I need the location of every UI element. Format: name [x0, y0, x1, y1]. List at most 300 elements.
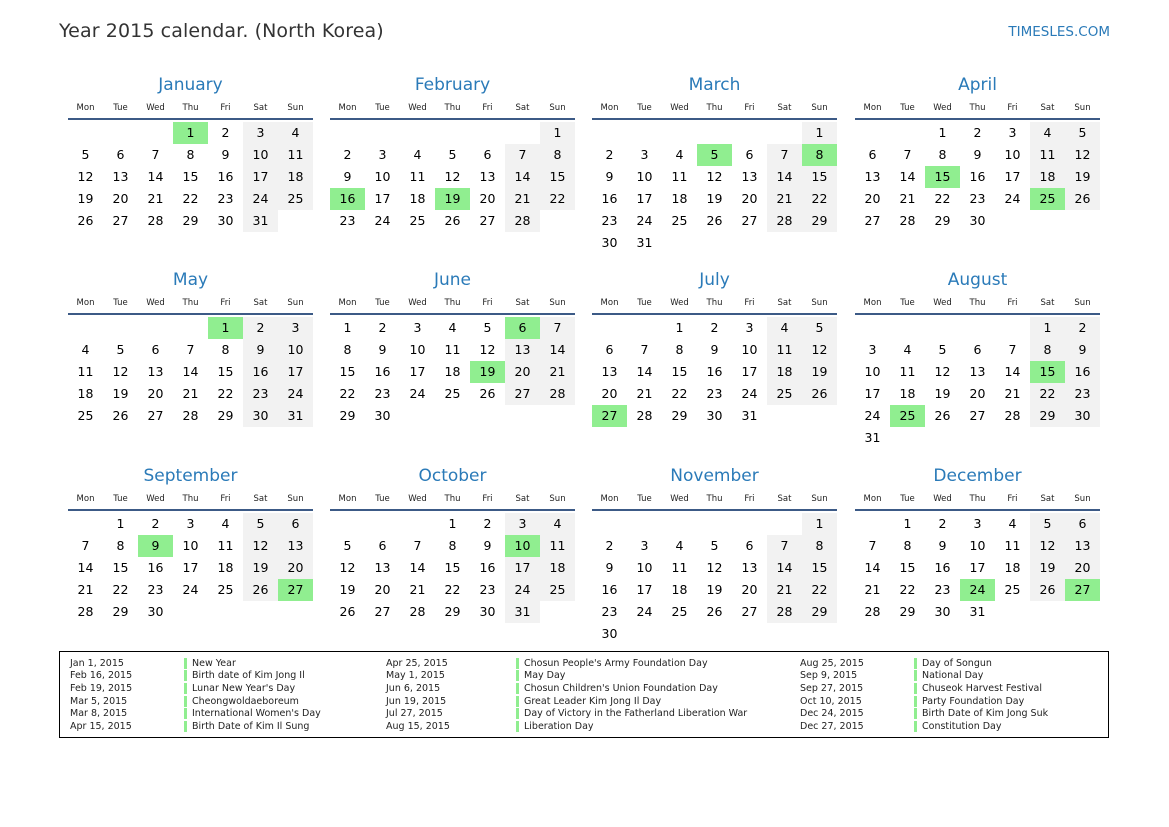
day-cell[interactable]: 20 — [864, 191, 881, 206]
day-cell[interactable]: 4 — [675, 147, 684, 162]
day-cell[interactable]: 1 — [540, 122, 575, 144]
day-cell[interactable]: 9 — [605, 169, 614, 184]
day-cell[interactable]: 15 — [217, 364, 234, 379]
day-cell[interactable]: 2 — [483, 516, 492, 531]
day-cell[interactable]: 9 — [343, 169, 352, 184]
day-cell[interactable]: 7 — [868, 538, 877, 553]
day-cell[interactable]: 26 — [77, 213, 94, 228]
day-cell[interactable]: 20 — [278, 557, 313, 579]
day-cell[interactable]: 7 — [413, 538, 422, 553]
day-cell[interactable]: 3 — [505, 513, 540, 535]
day-cell[interactable]: 16 — [374, 364, 391, 379]
day-cell[interactable]: 18 — [767, 361, 802, 383]
day-cell[interactable]: 16 — [1065, 361, 1100, 383]
day-cell[interactable]: 13 — [741, 169, 758, 184]
day-cell[interactable]: 2 — [343, 147, 352, 162]
day-cell[interactable]: 12 — [339, 560, 356, 575]
holiday-day-cell[interactable]: 1 — [173, 122, 208, 144]
day-cell[interactable]: 15 — [182, 169, 199, 184]
day-cell[interactable]: 3 — [278, 317, 313, 339]
day-cell[interactable]: 11 — [899, 364, 916, 379]
site-link[interactable]: TIMESLES.COM — [1008, 24, 1110, 40]
day-cell[interactable]: 31 — [969, 604, 986, 619]
day-cell[interactable]: 27 — [112, 213, 129, 228]
day-cell[interactable]: 6 — [151, 342, 160, 357]
day-cell[interactable]: 1 — [938, 125, 947, 140]
day-cell[interactable]: 10 — [864, 364, 881, 379]
day-cell[interactable]: 14 — [864, 560, 881, 575]
day-cell[interactable]: 2 — [605, 147, 614, 162]
day-cell[interactable]: 19 — [243, 557, 278, 579]
day-cell[interactable]: 23 — [374, 386, 391, 401]
day-cell[interactable]: 26 — [802, 383, 837, 405]
day-cell[interactable]: 27 — [479, 213, 496, 228]
day-cell[interactable]: 3 — [1008, 125, 1017, 140]
day-cell[interactable]: 10 — [1004, 147, 1021, 162]
day-cell[interactable]: 13 — [374, 560, 391, 575]
day-cell[interactable]: 21 — [899, 191, 916, 206]
holiday-day-cell[interactable]: 6 — [505, 317, 540, 339]
day-cell[interactable]: 7 — [767, 144, 802, 166]
day-cell[interactable]: 19 — [934, 386, 951, 401]
day-cell[interactable]: 18 — [1004, 560, 1021, 575]
day-cell[interactable]: 24 — [636, 213, 653, 228]
day-cell[interactable]: 4 — [221, 516, 230, 531]
day-cell[interactable]: 9 — [483, 538, 492, 553]
day-cell[interactable]: 2 — [710, 320, 719, 335]
day-cell[interactable]: 24 — [374, 213, 391, 228]
day-cell[interactable]: 22 — [802, 188, 837, 210]
day-cell[interactable]: 8 — [540, 144, 575, 166]
day-cell[interactable]: 27 — [864, 213, 881, 228]
day-cell[interactable]: 20 — [741, 191, 758, 206]
day-cell[interactable]: 12 — [1065, 144, 1100, 166]
day-cell[interactable]: 4 — [413, 147, 422, 162]
day-cell[interactable]: 29 — [802, 210, 837, 232]
day-cell[interactable]: 3 — [868, 342, 877, 357]
day-cell[interactable]: 2 — [973, 125, 982, 140]
day-cell[interactable]: 22 — [444, 582, 461, 597]
day-cell[interactable]: 27 — [147, 408, 164, 423]
day-cell[interactable]: 19 — [802, 361, 837, 383]
day-cell[interactable]: 16 — [243, 361, 278, 383]
day-cell[interactable]: 12 — [934, 364, 951, 379]
day-cell[interactable]: 3 — [378, 147, 387, 162]
day-cell[interactable]: 30 — [706, 408, 723, 423]
day-cell[interactable]: 13 — [1065, 535, 1100, 557]
day-cell[interactable]: 22 — [899, 582, 916, 597]
day-cell[interactable]: 9 — [973, 147, 982, 162]
day-cell[interactable]: 28 — [77, 604, 94, 619]
day-cell[interactable]: 24 — [636, 604, 653, 619]
day-cell[interactable]: 11 — [767, 339, 802, 361]
day-cell[interactable]: 18 — [278, 166, 313, 188]
day-cell[interactable]: 28 — [767, 601, 802, 623]
day-cell[interactable]: 2 — [243, 317, 278, 339]
day-cell[interactable]: 15 — [802, 557, 837, 579]
day-cell[interactable]: 1 — [802, 122, 837, 144]
day-cell[interactable]: 14 — [767, 557, 802, 579]
day-cell[interactable]: 23 — [243, 383, 278, 405]
day-cell[interactable]: 10 — [243, 144, 278, 166]
holiday-day-cell[interactable]: 15 — [1030, 361, 1065, 383]
day-cell[interactable]: 23 — [706, 386, 723, 401]
day-cell[interactable]: 26 — [1030, 579, 1065, 601]
day-cell[interactable]: 25 — [671, 213, 688, 228]
day-cell[interactable]: 17 — [1004, 169, 1021, 184]
holiday-day-cell[interactable]: 16 — [330, 188, 365, 210]
day-cell[interactable]: 14 — [899, 169, 916, 184]
day-cell[interactable]: 11 — [671, 169, 688, 184]
day-cell[interactable]: 23 — [339, 213, 356, 228]
day-cell[interactable]: 5 — [938, 342, 947, 357]
day-cell[interactable]: 16 — [601, 582, 618, 597]
holiday-day-cell[interactable]: 27 — [278, 579, 313, 601]
day-cell[interactable]: 10 — [182, 538, 199, 553]
day-cell[interactable]: 17 — [636, 191, 653, 206]
day-cell[interactable]: 2 — [221, 125, 230, 140]
day-cell[interactable]: 14 — [767, 166, 802, 188]
day-cell[interactable]: 24 — [741, 386, 758, 401]
day-cell[interactable]: 14 — [505, 166, 540, 188]
day-cell[interactable]: 20 — [505, 361, 540, 383]
day-cell[interactable]: 30 — [217, 213, 234, 228]
day-cell[interactable]: 12 — [444, 169, 461, 184]
day-cell[interactable]: 14 — [182, 364, 199, 379]
day-cell[interactable]: 13 — [278, 535, 313, 557]
day-cell[interactable]: 9 — [1065, 339, 1100, 361]
day-cell[interactable]: 21 — [505, 188, 540, 210]
day-cell[interactable]: 6 — [278, 513, 313, 535]
day-cell[interactable]: 29 — [217, 408, 234, 423]
day-cell[interactable]: 26 — [706, 213, 723, 228]
day-cell[interactable]: 1 — [903, 516, 912, 531]
day-cell[interactable]: 24 — [409, 386, 426, 401]
day-cell[interactable]: 28 — [767, 210, 802, 232]
day-cell[interactable]: 21 — [636, 386, 653, 401]
day-cell[interactable]: 5 — [710, 538, 719, 553]
day-cell[interactable]: 6 — [483, 147, 492, 162]
day-cell[interactable]: 18 — [409, 191, 426, 206]
day-cell[interactable]: 6 — [116, 147, 125, 162]
day-cell[interactable]: 29 — [182, 213, 199, 228]
day-cell[interactable]: 5 — [1030, 513, 1065, 535]
day-cell[interactable]: 20 — [741, 582, 758, 597]
day-cell[interactable]: 25 — [217, 582, 234, 597]
day-cell[interactable]: 2 — [605, 538, 614, 553]
day-cell[interactable]: 3 — [186, 516, 195, 531]
day-cell[interactable]: 20 — [147, 386, 164, 401]
day-cell[interactable]: 15 — [339, 364, 356, 379]
day-cell[interactable]: 23 — [934, 582, 951, 597]
day-cell[interactable]: 8 — [448, 538, 457, 553]
day-cell[interactable]: 25 — [1004, 582, 1021, 597]
holiday-day-cell[interactable]: 25 — [890, 405, 925, 427]
day-cell[interactable]: 13 — [112, 169, 129, 184]
day-cell[interactable]: 6 — [605, 342, 614, 357]
day-cell[interactable]: 29 — [1030, 405, 1065, 427]
day-cell[interactable]: 20 — [969, 386, 986, 401]
day-cell[interactable]: 24 — [1004, 191, 1021, 206]
day-cell[interactable]: 7 — [1008, 342, 1017, 357]
day-cell[interactable]: 17 — [969, 560, 986, 575]
day-cell[interactable]: 27 — [374, 604, 391, 619]
day-cell[interactable]: 26 — [934, 408, 951, 423]
day-cell[interactable]: 16 — [147, 560, 164, 575]
day-cell[interactable]: 12 — [112, 364, 129, 379]
day-cell[interactable]: 5 — [343, 538, 352, 553]
day-cell[interactable]: 18 — [217, 560, 234, 575]
day-cell[interactable]: 10 — [741, 342, 758, 357]
day-cell[interactable]: 27 — [969, 408, 986, 423]
holiday-day-cell[interactable]: 27 — [1065, 579, 1100, 601]
day-cell[interactable]: 23 — [969, 191, 986, 206]
day-cell[interactable]: 19 — [1030, 557, 1065, 579]
day-cell[interactable]: 31 — [636, 235, 653, 250]
day-cell[interactable]: 7 — [903, 147, 912, 162]
day-cell[interactable]: 22 — [934, 191, 951, 206]
day-cell[interactable]: 5 — [802, 317, 837, 339]
holiday-day-cell[interactable]: 19 — [435, 188, 470, 210]
day-cell[interactable]: 3 — [640, 147, 649, 162]
day-cell[interactable]: 28 — [899, 213, 916, 228]
day-cell[interactable]: 16 — [934, 560, 951, 575]
day-cell[interactable]: 9 — [710, 342, 719, 357]
day-cell[interactable]: 18 — [1030, 166, 1065, 188]
day-cell[interactable]: 22 — [339, 386, 356, 401]
day-cell[interactable]: 21 — [864, 582, 881, 597]
day-cell[interactable]: 26 — [706, 604, 723, 619]
day-cell[interactable]: 2 — [938, 516, 947, 531]
day-cell[interactable]: 20 — [374, 582, 391, 597]
day-cell[interactable]: 1 — [802, 513, 837, 535]
day-cell[interactable]: 3 — [973, 516, 982, 531]
day-cell[interactable]: 7 — [640, 342, 649, 357]
day-cell[interactable]: 28 — [864, 604, 881, 619]
day-cell[interactable]: 22 — [112, 582, 129, 597]
day-cell[interactable]: 10 — [636, 560, 653, 575]
day-cell[interactable]: 11 — [444, 342, 461, 357]
day-cell[interactable]: 22 — [1030, 383, 1065, 405]
day-cell[interactable]: 14 — [636, 364, 653, 379]
day-cell[interactable]: 5 — [483, 320, 492, 335]
day-cell[interactable]: 12 — [243, 535, 278, 557]
day-cell[interactable]: 6 — [1065, 513, 1100, 535]
holiday-day-cell[interactable]: 10 — [505, 535, 540, 557]
day-cell[interactable]: 29 — [671, 408, 688, 423]
day-cell[interactable]: 4 — [81, 342, 90, 357]
day-cell[interactable]: 31 — [278, 405, 313, 427]
day-cell[interactable]: 1 — [675, 320, 684, 335]
day-cell[interactable]: 26 — [444, 213, 461, 228]
day-cell[interactable]: 19 — [77, 191, 94, 206]
day-cell[interactable]: 7 — [186, 342, 195, 357]
day-cell[interactable]: 11 — [77, 364, 94, 379]
day-cell[interactable]: 13 — [864, 169, 881, 184]
day-cell[interactable]: 22 — [182, 191, 199, 206]
day-cell[interactable]: 12 — [77, 169, 94, 184]
day-cell[interactable]: 30 — [934, 604, 951, 619]
day-cell[interactable]: 23 — [1065, 383, 1100, 405]
day-cell[interactable]: 4 — [1030, 122, 1065, 144]
day-cell[interactable]: 15 — [899, 560, 916, 575]
day-cell[interactable]: 26 — [112, 408, 129, 423]
day-cell[interactable]: 26 — [339, 604, 356, 619]
day-cell[interactable]: 6 — [378, 538, 387, 553]
day-cell[interactable]: 31 — [741, 408, 758, 423]
day-cell[interactable]: 21 — [767, 579, 802, 601]
day-cell[interactable]: 3 — [413, 320, 422, 335]
day-cell[interactable]: 10 — [969, 538, 986, 553]
day-cell[interactable]: 18 — [671, 582, 688, 597]
day-cell[interactable]: 1 — [1030, 317, 1065, 339]
day-cell[interactable]: 7 — [505, 144, 540, 166]
day-cell[interactable]: 7 — [81, 538, 90, 553]
day-cell[interactable]: 24 — [278, 383, 313, 405]
day-cell[interactable]: 15 — [802, 166, 837, 188]
day-cell[interactable]: 29 — [899, 604, 916, 619]
day-cell[interactable]: 20 — [1065, 557, 1100, 579]
holiday-day-cell[interactable]: 24 — [960, 579, 995, 601]
day-cell[interactable]: 25 — [540, 579, 575, 601]
day-cell[interactable]: 13 — [505, 339, 540, 361]
day-cell[interactable]: 7 — [151, 147, 160, 162]
day-cell[interactable]: 24 — [182, 582, 199, 597]
day-cell[interactable]: 13 — [969, 364, 986, 379]
day-cell[interactable]: 13 — [147, 364, 164, 379]
day-cell[interactable]: 1 — [343, 320, 352, 335]
day-cell[interactable]: 24 — [505, 579, 540, 601]
day-cell[interactable]: 11 — [1004, 538, 1021, 553]
day-cell[interactable]: 17 — [243, 166, 278, 188]
day-cell[interactable]: 16 — [969, 169, 986, 184]
day-cell[interactable]: 18 — [899, 386, 916, 401]
day-cell[interactable]: 13 — [479, 169, 496, 184]
day-cell[interactable]: 11 — [278, 144, 313, 166]
day-cell[interactable]: 17 — [409, 364, 426, 379]
holiday-day-cell[interactable]: 15 — [925, 166, 960, 188]
day-cell[interactable]: 9 — [605, 560, 614, 575]
day-cell[interactable]: 8 — [938, 147, 947, 162]
day-cell[interactable]: 23 — [147, 582, 164, 597]
day-cell[interactable]: 21 — [77, 582, 94, 597]
day-cell[interactable]: 26 — [1065, 188, 1100, 210]
day-cell[interactable]: 21 — [1004, 386, 1021, 401]
day-cell[interactable]: 11 — [1030, 144, 1065, 166]
day-cell[interactable]: 8 — [1030, 339, 1065, 361]
day-cell[interactable]: 5 — [243, 513, 278, 535]
day-cell[interactable]: 30 — [479, 604, 496, 619]
day-cell[interactable]: 17 — [278, 361, 313, 383]
day-cell[interactable]: 4 — [540, 513, 575, 535]
day-cell[interactable]: 17 — [741, 364, 758, 379]
day-cell[interactable]: 5 — [116, 342, 125, 357]
day-cell[interactable]: 28 — [409, 604, 426, 619]
holiday-day-cell[interactable]: 5 — [697, 144, 732, 166]
day-cell[interactable]: 26 — [243, 579, 278, 601]
day-cell[interactable]: 27 — [505, 383, 540, 405]
day-cell[interactable]: 1 — [448, 516, 457, 531]
day-cell[interactable]: 18 — [77, 386, 94, 401]
day-cell[interactable]: 4 — [903, 342, 912, 357]
day-cell[interactable]: 4 — [448, 320, 457, 335]
day-cell[interactable]: 21 — [409, 582, 426, 597]
day-cell[interactable]: 8 — [221, 342, 230, 357]
day-cell[interactable]: 25 — [444, 386, 461, 401]
day-cell[interactable]: 12 — [1030, 535, 1065, 557]
day-cell[interactable]: 22 — [802, 579, 837, 601]
day-cell[interactable]: 2 — [151, 516, 160, 531]
day-cell[interactable]: 9 — [938, 538, 947, 553]
day-cell[interactable]: 25 — [671, 604, 688, 619]
day-cell[interactable]: 28 — [540, 383, 575, 405]
day-cell[interactable]: 7 — [767, 535, 802, 557]
day-cell[interactable]: 17 — [864, 386, 881, 401]
day-cell[interactable]: 21 — [182, 386, 199, 401]
day-cell[interactable]: 27 — [741, 604, 758, 619]
day-cell[interactable]: 12 — [802, 339, 837, 361]
day-cell[interactable]: 12 — [706, 169, 723, 184]
day-cell[interactable]: 8 — [186, 147, 195, 162]
day-cell[interactable]: 9 — [221, 147, 230, 162]
day-cell[interactable]: 21 — [147, 191, 164, 206]
day-cell[interactable]: 14 — [147, 169, 164, 184]
day-cell[interactable]: 4 — [767, 317, 802, 339]
day-cell[interactable]: 31 — [243, 210, 278, 232]
day-cell[interactable]: 16 — [601, 191, 618, 206]
day-cell[interactable]: 19 — [706, 582, 723, 597]
day-cell[interactable]: 3 — [243, 122, 278, 144]
holiday-day-cell[interactable]: 8 — [802, 144, 837, 166]
day-cell[interactable]: 24 — [864, 408, 881, 423]
day-cell[interactable]: 11 — [409, 169, 426, 184]
day-cell[interactable]: 30 — [601, 235, 618, 250]
day-cell[interactable]: 23 — [601, 213, 618, 228]
day-cell[interactable]: 8 — [903, 538, 912, 553]
day-cell[interactable]: 19 — [112, 386, 129, 401]
day-cell[interactable]: 18 — [540, 557, 575, 579]
day-cell[interactable]: 5 — [1065, 122, 1100, 144]
day-cell[interactable]: 27 — [741, 213, 758, 228]
holiday-day-cell[interactable]: 19 — [470, 361, 505, 383]
day-cell[interactable]: 4 — [675, 538, 684, 553]
day-cell[interactable]: 19 — [1065, 166, 1100, 188]
day-cell[interactable]: 18 — [444, 364, 461, 379]
day-cell[interactable]: 10 — [636, 169, 653, 184]
day-cell[interactable]: 23 — [479, 582, 496, 597]
day-cell[interactable]: 8 — [802, 535, 837, 557]
day-cell[interactable]: 16 — [217, 169, 234, 184]
day-cell[interactable]: 29 — [934, 213, 951, 228]
day-cell[interactable]: 8 — [343, 342, 352, 357]
day-cell[interactable]: 21 — [540, 361, 575, 383]
day-cell[interactable]: 28 — [636, 408, 653, 423]
day-cell[interactable]: 11 — [217, 538, 234, 553]
day-cell[interactable]: 20 — [601, 386, 618, 401]
day-cell[interactable]: 22 — [671, 386, 688, 401]
holiday-day-cell[interactable]: 25 — [1030, 188, 1065, 210]
day-cell[interactable]: 30 — [374, 408, 391, 423]
day-cell[interactable]: 12 — [479, 342, 496, 357]
day-cell[interactable]: 31 — [864, 430, 881, 445]
holiday-day-cell[interactable]: 27 — [592, 405, 627, 427]
day-cell[interactable]: 13 — [741, 560, 758, 575]
day-cell[interactable]: 6 — [973, 342, 982, 357]
day-cell[interactable]: 3 — [640, 538, 649, 553]
day-cell[interactable]: 30 — [243, 405, 278, 427]
day-cell[interactable]: 5 — [448, 147, 457, 162]
day-cell[interactable]: 30 — [147, 604, 164, 619]
